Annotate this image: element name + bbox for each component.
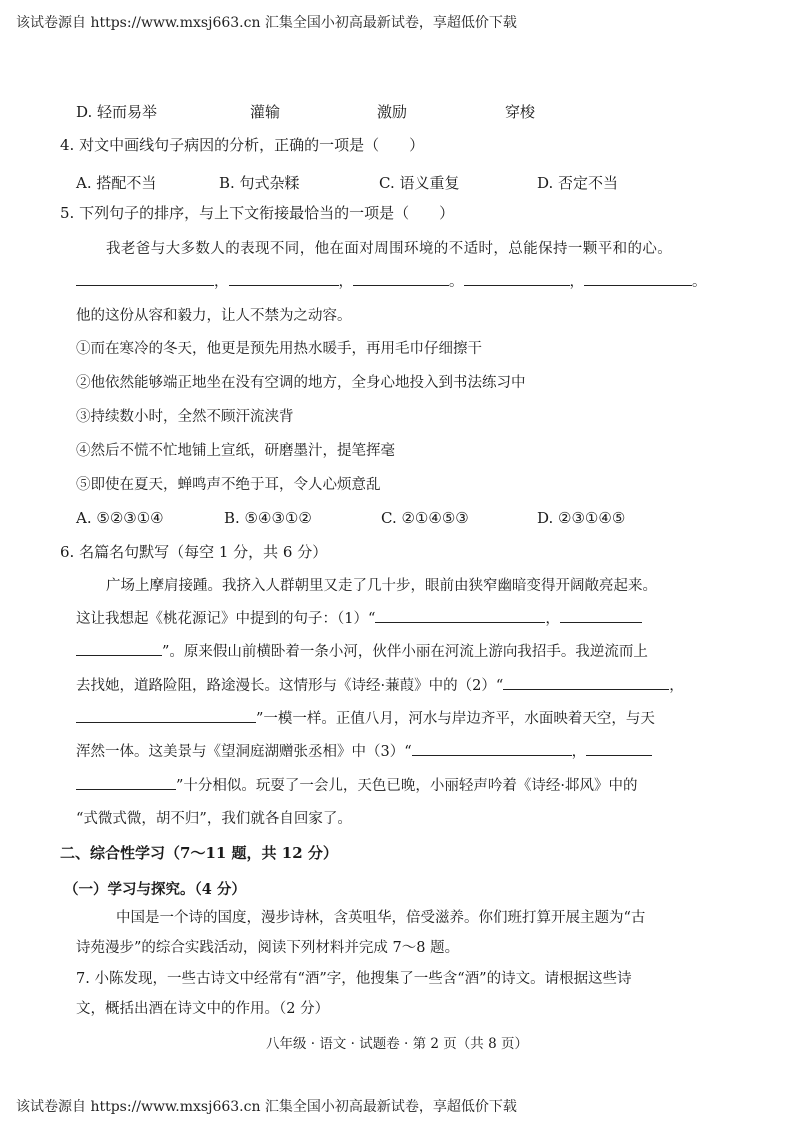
q3-option-d-word-2: 激励 bbox=[377, 103, 408, 121]
q5-after-text: 他的这份从容和毅力，让人不禁为之动容。 bbox=[76, 308, 352, 324]
q6-line-2 bbox=[76, 607, 642, 628]
q4-option-b: B. 句式杂糅 bbox=[219, 174, 300, 192]
q5-item-3: ③持续数小时，全然不顾汗流浃背 bbox=[76, 409, 294, 425]
q5-blank-4[interactable] bbox=[464, 271, 570, 286]
q5-option-c: C. ②①④⑤③ bbox=[381, 509, 469, 527]
q5-blank-5[interactable] bbox=[584, 271, 692, 286]
q6-line-7-text: ”十分相似。玩耍了一会儿，天色已晚，小丽轻声吟着《诗经·邶风》中的 bbox=[176, 778, 638, 794]
q6-line-6 bbox=[76, 740, 652, 761]
q6-stem: 6. 名篇名句默写（每空 1 分，共 6 分） bbox=[60, 543, 328, 561]
q7-stem-line-2: 文，概括出酒在诗文中的作用。（2 分） bbox=[76, 1001, 330, 1017]
q5-blank-punct-4: ， bbox=[569, 274, 584, 290]
q6-line-6-comma: ， bbox=[571, 744, 587, 760]
q5-option-b: B. ⑤④③①② bbox=[224, 509, 312, 527]
q3-option-d-word-1: 灌输 bbox=[250, 103, 281, 121]
q5-blank-punct-3: 。 bbox=[449, 274, 464, 290]
q7-stem-line-1: 7. 小陈发现，一些古诗文中经常有“酒”字，他搜集了一些含“酒”的诗文。请根据这些诗 bbox=[76, 971, 632, 987]
q6-line-7 bbox=[76, 774, 638, 795]
q6-line-3-text: ”。原来假山前横卧着一条小河，伙伴小丽在河流上游向我招手。我逆流而上 bbox=[162, 644, 648, 660]
q5-item-5: ⑤即使在夏天，蝉鸣声不绝于耳，令人心烦意乱 bbox=[76, 477, 381, 493]
q6-line-4-text: 去找她，道路险阻，路途漫长。这情形与《诗经·蒹葭》中的（2）“ bbox=[76, 678, 504, 694]
q6-blank-3b-start[interactable] bbox=[586, 741, 652, 756]
q5-option-a: A. ⑤②③①④ bbox=[76, 509, 164, 527]
q6-line-8: “式微式微，胡不归”，我们就各自回家了。 bbox=[76, 811, 352, 827]
q6-line-3 bbox=[76, 640, 648, 661]
q6-blank-3b-end[interactable] bbox=[76, 775, 176, 790]
q6-line-5 bbox=[76, 707, 655, 728]
q5-option-d: D. ②③①④⑤ bbox=[537, 509, 626, 527]
q5-item-2: ②他依然能够端正地坐在没有空调的地方，全身心地投入到书法练习中 bbox=[76, 375, 526, 391]
q6-blank-2a[interactable] bbox=[503, 675, 669, 690]
q5-blank-punct-5: 。 bbox=[692, 274, 707, 290]
section-2-paragraph-line-2: 诗苑漫步”的综合实践活动，阅读下列材料并完成 7～8 题。 bbox=[76, 940, 460, 956]
q6-blank-1b-start[interactable] bbox=[560, 608, 642, 623]
q6-line-4 bbox=[76, 674, 684, 695]
q4-option-a: A. 搭配不当 bbox=[76, 174, 157, 192]
q6-blank-3a[interactable] bbox=[412, 741, 572, 756]
q5-blank-2[interactable] bbox=[229, 271, 339, 286]
q4-stem: 4. 对文中画线句子病因的分析，正确的一项是（ ） bbox=[60, 136, 425, 154]
q5-item-1: ①而在寒冷的冬天，他更是预先用热水暖手，再用毛巾仔细擦干 bbox=[76, 341, 482, 357]
q5-blank-1[interactable] bbox=[76, 271, 214, 286]
source-banner-bottom: 该试卷源自 https://www.mxsj663.cn 汇集全国小初高最新试卷，享超低价下载 bbox=[16, 1099, 517, 1115]
q6-line-2-comma: ， bbox=[545, 611, 560, 627]
section-2-subtitle: （一）学习与探究。（4 分） bbox=[64, 881, 246, 898]
q5-blank-punct-1: ， bbox=[214, 274, 229, 290]
q6-blank-1b-end[interactable] bbox=[76, 641, 162, 656]
q5-blank-3[interactable] bbox=[353, 271, 449, 286]
q5-blank-line bbox=[76, 270, 707, 291]
q6-blank-1a[interactable] bbox=[375, 608, 545, 623]
q6-line-6-text: 浑然一体。这美景与《望洞庭湖赠张丞相》中（3）“ bbox=[76, 744, 412, 760]
q5-intro: 我老爸与大多数人的表现不同，他在面对周围环境的不适时，总能保持一颗平和的心。 bbox=[106, 241, 673, 257]
q5-blank-punct-2: ， bbox=[338, 274, 353, 290]
q6-line-4-comma: ， bbox=[669, 678, 684, 694]
section-2-paragraph-line-1: 中国是一个诗的国度，漫步诗林，含英咀华，倍受滋养。你们班打算开展主题为“古 bbox=[116, 910, 646, 926]
q5-item-4: ④然后不慌不忙地铺上宣纸，研磨墨汁，提笔挥毫 bbox=[76, 443, 395, 459]
q6-line-5-text: ”一模一样。正值八月，河水与岸边齐平，水面映着天空，与天 bbox=[256, 711, 655, 727]
page-footer: 八年级 · 语文 · 试题卷 · 第 2 页（共 8 页） bbox=[266, 1036, 528, 1052]
source-banner-top: 该试卷源自 https://www.mxsj663.cn 汇集全国小初高最新试卷，享超低价下载 bbox=[16, 15, 517, 31]
q5-stem: 5. 下列句子的排序，与上下文衔接最恰当的一项是（ ） bbox=[60, 204, 455, 222]
q6-line-1: 广场上摩肩接踵。我挤入人群朝里又走了几十步，眼前由狭窄幽暗变得开阔敞亮起来。 bbox=[106, 578, 657, 594]
q6-blank-2b[interactable] bbox=[76, 708, 256, 723]
q4-option-c: C. 语义重复 bbox=[379, 174, 460, 192]
q3-option-d-label: D. 轻而易举 bbox=[76, 103, 158, 121]
q3-option-d-word-3: 穿梭 bbox=[505, 103, 536, 121]
q4-option-d: D. 否定不当 bbox=[537, 174, 619, 192]
q6-line-2-text: 这让我想起《桃花源记》中提到的句子：（1）“ bbox=[76, 611, 376, 627]
section-2-title: 二、综合性学习（7～11 题，共 12 分） bbox=[60, 844, 338, 862]
